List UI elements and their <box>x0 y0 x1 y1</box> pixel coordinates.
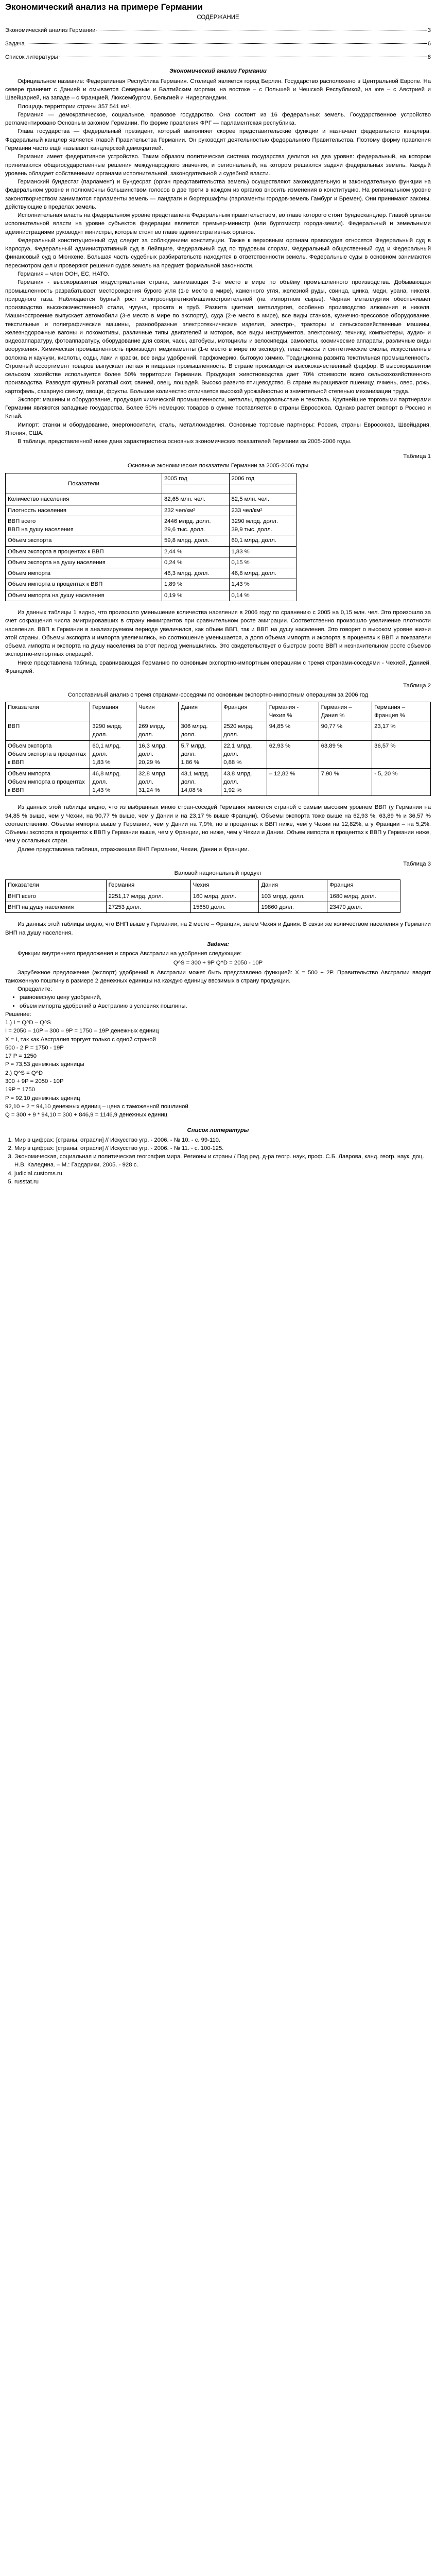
table-header-cell: Дания <box>259 880 327 891</box>
list-item: • объем импорта удобрений в Австралию в условиях пошлины. <box>20 1002 431 1010</box>
paragraph: Функции внутреннего предложения и спроса Австралии на удобрения следующие: <box>18 951 242 957</box>
table-cell: Объем экспорта <box>6 535 162 546</box>
table-cell: 160 млрд. долл. <box>190 891 259 902</box>
table-row <box>6 590 297 601</box>
table-cell: ВВП <box>6 721 90 741</box>
article-title: Экономический анализ Германии <box>169 67 267 74</box>
table-cell: 3290 млрд. долл. 39,9 тыс. долл. <box>229 516 297 535</box>
paragraph: Ниже представлена таблица, сравнивающая Германию по основным экспортно-импортным операциям с тремя странами-соседями - Чехией, Данией, Францией. <box>5 659 431 674</box>
table-cell: 82,5 млн. чел. <box>229 494 297 505</box>
table-cell: 94,85 % <box>267 721 319 741</box>
table-cell: 269 млрд. долл. <box>136 721 179 741</box>
table-row <box>6 516 297 535</box>
solution-line: Q = 300 + 9 * 94,10 = 300 + 846,9 = 1146,9 денежных единиц <box>5 1112 168 1118</box>
document-page <box>0 2 436 1196</box>
table3 <box>5 879 400 913</box>
table-cell: 46,3 млрд. долл. <box>162 568 230 579</box>
table-cell: Объем импорта на душу населения <box>6 590 162 601</box>
table-header-cell: Германия <box>106 880 190 891</box>
table-cell: 1,43 % <box>229 579 297 590</box>
solution-line: I = 2050 – 10P – 300 – 9P = 1750 – 19P денежных единиц <box>5 1028 159 1035</box>
paragraph: Германский бундестаг (парламент) и Бундесрат (орган представительства земель) осуществляют законодательную и законодательную функции на федеральном уровне и полномочны большинством голосов в две трети в каждом из органов вносить изменения в конституцию. На региональном уровне законотворчеством занимаются парламенты земель — ландтаги и бюргершафты (парламенты городов-земель Гамбург и Бремен). Они принимают законы, действующие в пределах земель. <box>5 179 431 210</box>
table-cell: 2,44 % <box>162 546 230 557</box>
table-header-row <box>6 880 400 891</box>
table-header-cell: 2006 год <box>229 473 297 484</box>
table-header-cell: Франция <box>221 702 267 721</box>
toc-item-page: 6 <box>427 41 431 47</box>
formula: Q^S = 300 + 9P Q^D = 2050 - 10P <box>173 960 263 967</box>
table-row <box>6 546 297 557</box>
toc-heading: СОДЕРЖАНИЕ <box>197 14 239 21</box>
table-cell: 0,19 % <box>162 590 230 601</box>
solution-label: Решение: <box>5 1011 31 1018</box>
table-cell: 32,8 млрд. долл. 31,24 % <box>136 768 179 796</box>
table-cell: 103 млрд. долл. <box>259 891 327 902</box>
task-title: Задача: <box>206 941 229 947</box>
table-cell: 16,3 млрд. долл. 20,29 % <box>136 740 179 768</box>
table-cell: 27253 долл. <box>106 902 190 912</box>
table-cell: 43,1 млрд. долл. 14,08 % <box>179 768 221 796</box>
toc-item-page: 8 <box>427 54 431 61</box>
solution-line: 300 + 9P = 2050 - 10P <box>5 1078 64 1085</box>
table-cell: 5,7 млрд. долл. 1,86 % <box>179 740 221 768</box>
table-header-cell: Германия – Дания % <box>319 702 372 721</box>
toc-dots <box>26 43 427 44</box>
table-cell: 62,93 % <box>267 740 319 768</box>
reference-item: 2. Мир в цифрах: [страны, отрасли] // Искусство угр. - 2006. - № 11. - с. 100-125. <box>14 1144 431 1153</box>
solution-line: 19P = 1750 <box>5 1087 35 1093</box>
table1-number: Таблица 1 <box>403 453 431 460</box>
table-cell: 0,15 % <box>229 557 297 568</box>
toc-item-text: Экономический анализ Германии <box>5 27 96 33</box>
table2 <box>5 702 431 796</box>
paragraph: Импорт: станки и оборудование, энергоносители, сталь, металлоизделия. Основные торговые партнеры: Россия, страны Евросоюза, Швейцария, Япония, США. <box>5 421 431 437</box>
table-cell: 23470 долл. <box>327 902 400 912</box>
paragraph: Германия имеет федеративное устройство. Таким образом политическая система государства делится на два уровня: федеральный, на котором принимаются общегосударственные решения международного значения, и региональный, на котором решаются задачи федеральных земель. Каждый уровень обладает собственными органами исполнительной, законодательной и судебной власти. <box>5 154 431 177</box>
solution-line: 1.) I = Q^D – Q^S <box>5 1020 51 1026</box>
table-row <box>6 902 400 912</box>
solution-line: X = I, так как Австралия торгует только с одной страной <box>5 1036 156 1043</box>
table-cell: 1,89 % <box>162 579 230 590</box>
paragraph: Германия — демократическое, социальное, правовое государство. Она состоит из 16 федеральных земель. Государственное устройство регламентировано Основным законом Германии. По форме правления ФРГ — парламентская республика. <box>5 111 431 127</box>
table-header-cell: Показатели <box>6 702 90 721</box>
table-cell: ВНП на душу населения <box>6 902 107 912</box>
table-cell: 7,90 % <box>319 768 372 796</box>
table-cell: - 5, 20 % <box>372 768 431 796</box>
paragraph: Из данных этой таблицы видно, что из выбранных мною стран-соседей Германия является страной с самым высоким уровнем ВВП (у Германии на 94,85 % выше, чем у Чехии, на 90,77 % выше, чем у Дании и на 23,17 % выше Франции). Объемы экспорта тоже выше на 62,93 %, 63,89 % и 36,57 % соответственно. Объемы импорта выше у Германии, чем у Дании на 7,9%, но в процентах к ВВП ниже, чем у Чехии на 12,82%, а у Франции – на 5,2%. Объемы экспорта в процентах к ВВП у Германии выше, чем у Франции, но ниже, чем у Чехии и Дании. Объем импорта в процентах к ВВП у Германии ниже, чем у остальных стран. <box>5 804 431 844</box>
table1 <box>5 473 297 601</box>
reference-link[interactable]: russtat.ru <box>14 1178 39 1185</box>
table-cell: 2251,17 млрд. долл. <box>106 891 190 902</box>
toc-item-text: Задача <box>5 41 25 47</box>
reference-link[interactable]: judicial.customs.ru <box>14 1170 62 1177</box>
table-cell: 36,57 % <box>372 740 431 768</box>
table-header-cell: Германия <box>90 702 136 721</box>
table-header-row <box>6 702 431 721</box>
paragraph: Площадь территории страны 357 541 км². <box>18 103 131 110</box>
solution-line: P = 73,53 денежных единицы <box>5 1061 84 1068</box>
table-header-cell <box>162 484 230 494</box>
table-cell: 19860 долл. <box>259 902 327 912</box>
solution-steps <box>5 1019 431 1119</box>
solution-line: 500 - 2 P = 1750 - 19P <box>5 1044 64 1051</box>
table-cell: Объем экспорта на душу населения <box>6 557 162 568</box>
reference-item[interactable] <box>14 1170 431 1178</box>
table-cell: 0,24 % <box>162 557 230 568</box>
table-header-cell: Показатели <box>6 473 162 494</box>
table-cell: Объем импорта Объем импорта в процентах к ВВП <box>6 768 90 796</box>
table3-number: Таблица 3 <box>403 860 431 867</box>
table-row <box>6 768 431 796</box>
references-list <box>14 1136 431 1187</box>
list-item: • равновесную цену удобрений, <box>20 993 431 1002</box>
table-header-cell: Германия - Чехия % <box>267 702 319 721</box>
table-cell: ВВП всего ВВП на душу населения <box>6 516 162 535</box>
table-cell: 46,8 млрд. долл. <box>229 568 297 579</box>
solution-line: 17 P = 1250 <box>5 1053 37 1060</box>
table-cell: 1680 млрд. долл. <box>327 891 400 902</box>
table-row <box>6 579 297 590</box>
table-cell: 0,14 % <box>229 590 297 601</box>
paragraph: Германия - высокоразвитая индустриальная страна, занимающая 3-е место в мире по объёму промышленного производства. Добывающая промышленность разрабатывает месторождения бурого угля (1-е место в мире), каменного угля, железной руды, свинца, цинка, меди, урана, никеля, природного газа. Наблюдается бурный рост электроэнергетики/машиностроительной (на импортном сырье). Черная металлургия обеспечивает производство высококачественной стали, чугуна, проката и труб. Развита цветная металлургия, особенно производство алюминия и никеля. Машиностроение выпускает автомобили (3-е место в мире по экспорту), суда (2-е место в мире), все виды станков, кузнечно-прессовое оборудование, текстильные и полиграфические машины, разнообразные электротехнические изделия, электро-, тракторы и сельскохозяйственные машины, железнодорожные вагоны и локомотивы, различные типы двигателей и моторов, все виды инструментов, электронику, технику, компьютеры, аудио- и видеоаппаратуру, фотоаппаратуру, оборудование для связи, часы, автобусы, мотоциклы и велосипеды, самолеты, космические аппараты, различные виды вооружения. Химическая промышленность производит медикаменты (1-е место в мире по экспорту), пластмассы и синтетические смолы, искусственные волокна и каучуки, кислоты, соды, лаки и краски, все виды удобрений, парфюмерию, бытовую химию. Традиционна развита текстильная промышленность. Огромный ассортимент товаров выпускает легкая и пищевая промышленность. В стране производится высококачественный фарфор. В высокоразвитом сельском хозяйстве используется более 50% территории Германии. Продукция животноводства дает 70% стоимости всего сельскохозяйственного производства. Разводят крупный рогатый скот, свиней, овец, лошадей. Высоко развито птицеводство. В стране выращивают пшеницу, ячмень, овес, рожь, картофель, сахарную свеклу, овощи, фрукты. Большое количество отличается высокой урожайностью и значительной степенью механизации труда. <box>5 279 431 395</box>
table-of-contents <box>5 26 431 62</box>
table1-caption: Основные экономические показатели Германии за 2005-2006 годы <box>127 462 309 469</box>
table-cell: 59,8 млрд. долл. <box>162 535 230 546</box>
paragraph: Далее представлена таблица, отражающая ВНП Германии, Чехии, Дании и Франции. <box>18 846 249 853</box>
table-cell: 15650 долл. <box>190 902 259 912</box>
table-cell: 306 млрд. долл. <box>179 721 221 741</box>
paragraph: Исполнительная власть на федеральном уровне представлена Федеральным правительством, во главе которого стоит бундесканцлер. Главой органов исполнительной власти на уровне субъектов федерации является премьер-министр (или бургомистр города-земли). Федеральный и земельными администрациями руководят министры, которые стоят во главе административных органов. <box>5 212 431 235</box>
table-header-cell: 2005 год <box>162 473 230 484</box>
table-cell: 43,8 млрд. долл. 1,92 % <box>221 768 267 796</box>
solution-line: 2.) Q^S = Q^D <box>5 1070 43 1076</box>
table-cell: 46,8 млрд. долл. 1,43 % <box>90 768 136 796</box>
table-cell: Объем экспорта Объем экспорта в процентах к ВВП <box>6 740 90 768</box>
toc-item[interactable] <box>5 53 431 61</box>
toc-item[interactable] <box>5 26 431 35</box>
table-cell: – 12,82 % <box>267 768 319 796</box>
table-row <box>6 505 297 516</box>
table-cell: 82,65 млн. чел. <box>162 494 230 505</box>
table-row <box>6 494 297 505</box>
table-header-cell: Чехия <box>190 880 259 891</box>
table-cell: Объем экспорта в процентах к ВВП <box>6 546 162 557</box>
paragraph: Федеральный конституционный суд следит за соблюдением конституции. Также к верховным органам правосудия относятся Федеральный суд в Карлсруэ, Федеральный административный суд в Лейпциге, Федеральный суд по трудовым спорам, Федеральный общественный суд и Федеральный финансовый суд в Мюнхене. Большая часть судебных разбирательств находится в ответственности земель. Федеральные суды в основном занимаются пересмотром дел и проверяют решения судов земель на предмет формальной законности. <box>5 237 431 269</box>
paragraph: В таблице, представленной ниже дана характеристика основных экономических показателей Германии за 2005-2006 годы. <box>18 438 352 445</box>
table-cell: Объем импорта <box>6 568 162 579</box>
table-header-cell: Германия – Франция % <box>372 702 431 721</box>
table-header-cell: Дания <box>179 702 221 721</box>
table-cell: 23,17 % <box>372 721 431 741</box>
table-cell: 232 чел/км² <box>162 505 230 516</box>
paragraph: Экспорт: машины и оборудование, продукция химической промышленности, металлы, продовольствие и текстиль. Крупнейшие торговыми партнерами Германии являются западные государства. Более 50% немецких товаров в сумме поставляется в страны Евросоюза. Однако растет экспорт в Россию и Китай. <box>5 396 431 420</box>
site-title: Экономический анализ на примере Германии <box>5 2 203 12</box>
table2-caption: Сопоставимый анализ с тремя странами-соседями по основным экспортно-импортным операциям за 2006 год <box>67 692 369 699</box>
reference-item: 3. Экономическая, социальная и политическая география мира. Регионы и страны / Под ред. д-ра геогр. наук, проф. С.Б. Лаврова, канд. геогр. наук, доц. Н.В. Каледина. – М.: Гардарики, 2005. - 928 с. <box>14 1153 431 1170</box>
table-cell: 3290 млрд. долл. <box>90 721 136 741</box>
table-cell: 2520 млрд. долл. <box>221 721 267 741</box>
table-header-cell: Показатели <box>6 880 107 891</box>
table-row <box>6 740 431 768</box>
reference-item[interactable] <box>14 1178 431 1186</box>
paragraph: Из данных таблицы 1 видно, что произошло уменьшение количества населения в 2006 году по сравнению с 2005 на 0,15 млн. чел. Это произошло за счет сокращения числа эмигрировавших в страну иммигрантов при сравнительном росте эмиграции. Соответственно произошло увеличение плотности населения. ВВП в Германии в анализируемом периоде увеличился, как объем ВВП, так и ВВП на душу населения. Это говорит о высоком уровне жизни этой страны. Объемы экспорта и импорта увеличились, но соотношение уменьшается, а доля объема импорта и экспорта в процентах к ВВП и показатели объема импорта и экспорта на душу населения за этот период уменьшились. Это свидетельствует о быстром росте ВВП и незначительном росте объемов экспортно-импортных операций. <box>5 609 431 658</box>
table-cell: Объем импорта в процентах к ВВП <box>6 579 162 590</box>
solution-line: P = 92,10 денежных единиц <box>5 1095 80 1101</box>
toc-item-text: Список литературы <box>5 54 58 61</box>
table-header-cell: Франция <box>327 880 400 891</box>
paragraph: Глава государства — федеральный президент, который выполняет скорее представительские функции и назначает федерального канцлера. Федеральный канцлер является главой Правительства Германии. Он руководит деятельностью федерального Правительства. Поэтому форму правления Германии часто ещё называют канцлерской демократией. <box>5 128 431 151</box>
table-cell: 233 чел/км² <box>229 505 297 516</box>
toc-item[interactable] <box>5 40 431 48</box>
table-cell: 22,1 млрд. долл. 0,88 % <box>221 740 267 768</box>
table3-caption: Валовой национальный продукт <box>174 870 262 877</box>
table-header-row <box>6 473 297 484</box>
solution-line: 92,10 + 2 = 94,10 денежных единиц – цена с таможенной пошлиной <box>5 1103 188 1110</box>
paragraph: Определите: <box>18 986 53 993</box>
table-cell: Плотность населения <box>6 505 162 516</box>
paragraph: Официальное название: Федеративная Республика Германия. Столицей является город Берлин. Государство расположено в Центральной Европе. На севере граничит с Данией и омывается Северным и Балтийским морями, на востоке – с Польшей и Чешской Республикой, на юге – с Австрией и Швейцарией, на западе – с Францией, Люксембургом, Бельгией и Нидерландами. <box>5 78 431 101</box>
references-title: Список литературы <box>187 1127 249 1134</box>
toc-item-page: 3 <box>427 27 431 33</box>
paragraph: Из данных этой таблицы видно, что ВНП выше у Германии, на 2 месте – Франция, затем Чехия и Дания. В связи же количеством населения у Германии ВНП на душу населения. <box>5 921 431 936</box>
reference-item: 1. Мир в цифрах: [страны, отрасли] // Искусство угр. - 2006. - № 10. - с. 99-110. <box>14 1136 431 1144</box>
table-cell: 1,83 % <box>229 546 297 557</box>
table-cell: 90,77 % <box>319 721 372 741</box>
bullet-list <box>20 993 431 1010</box>
table-row <box>6 568 297 579</box>
paragraph: Зарубежное предложение (экспорт) удобрений в Австралии может быть представлено функцией: X = 500 + 2P. Правительство Австралии вводит таможенную пошлину в размере 2 денежных единицы на каждую единицу ввозимых в страну продукции. <box>5 969 431 984</box>
table-header-cell: Чехия <box>136 702 179 721</box>
table2-number: Таблица 2 <box>403 683 431 689</box>
paragraph: Германия – член ООН, ЕС, НАТО. <box>18 270 110 277</box>
table-cell: 60,1 млрд. долл. <box>229 535 297 546</box>
table-cell: ВНП всего <box>6 891 107 902</box>
table-row <box>6 557 297 568</box>
table-cell: 63,89 % <box>319 740 372 768</box>
table-cell: Количество населения <box>6 494 162 505</box>
table-row <box>6 535 297 546</box>
table-cell: 60,1 млрд. долл. 1,83 % <box>90 740 136 768</box>
table-header-cell <box>229 484 297 494</box>
table-row <box>6 721 431 741</box>
table-cell: 2446 млрд. долл. 29,6 тыс. долл. <box>162 516 230 535</box>
table-row <box>6 891 400 902</box>
